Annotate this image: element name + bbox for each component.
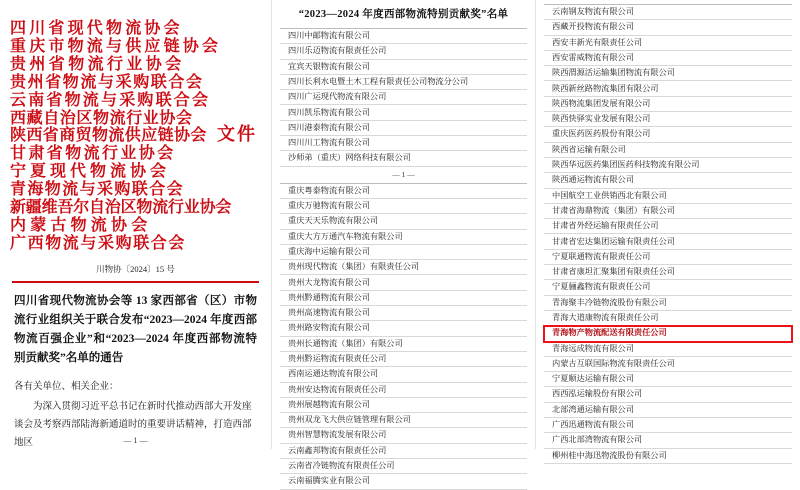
list-item: 重庆天天乐物流有限公司 — [280, 214, 527, 229]
list-item: 重庆万驰物流有限公司 — [280, 199, 527, 214]
company-list-bottom — [280, 183, 527, 490]
list-item: 贵州双龙飞大供应链管理有限公司 — [280, 413, 527, 428]
letterhead-line: 西藏自治区物流行业协会 — [10, 109, 193, 127]
list-item: 广西迅通物流有限公司 — [544, 418, 792, 433]
list-item: 甘肃省外经运输有限责任公司 — [544, 219, 792, 234]
list-item: 北部湾通运输有限公司 — [544, 403, 792, 418]
list-item: 甘肃省康坦汇聚集团有限责任公司 — [544, 265, 792, 280]
letterhead-line: 贵州省物流行业协会 — [10, 55, 185, 73]
list-item: 青海远成物流有限公司 — [544, 342, 792, 357]
list-item: 西安丰新光有限责任公司 — [544, 36, 792, 51]
list-item: 中国航空工业供销西北有限公司 — [544, 189, 792, 204]
list-item: 西安雷威物流有限公司 — [544, 51, 792, 66]
letterhead-line: 广西物流与采购联合会 — [10, 234, 187, 252]
list-item: 青海聚丰冷链物流股份有限公司 — [544, 296, 792, 311]
list-item: 四川凯乐物流有限公司 — [280, 105, 527, 120]
award-list-page-right-column — [536, 0, 800, 460]
award-list-page-left-column — [272, 0, 536, 486]
page-number: — 1 — — [123, 436, 148, 445]
list-item: 贵州路安物流有限公司 — [280, 321, 527, 336]
list-item: 宁夏骊鑫物流有限责任公司 — [544, 280, 792, 295]
list-item: 贵州高速物流有限公司 — [280, 306, 527, 321]
list-item: 甘肃省海鼎物流（集团）有限公司 — [544, 204, 792, 219]
list-title: “2023—2024 年度西部物流特别贡献奖”名单 — [298, 9, 509, 20]
letterhead-line: 青海物流与采购联合会 — [10, 181, 185, 199]
list-item: 四川乐迈物流有限责任公司 — [280, 44, 527, 59]
company-list-top — [280, 28, 527, 167]
list-item: 陕西物流集团发展有限公司 — [544, 97, 792, 112]
list-item: 重庆大方万通汽车物流有限公司 — [280, 230, 527, 245]
body-paragraph: 各有关单位、相关企业： — [14, 381, 119, 392]
document-number: 川物协〔2024〕15 号 — [96, 263, 175, 274]
list-item: 四川长利水电暨土木工程有限责任公司物流分公司 — [280, 75, 527, 90]
list-item: 陕西华远医药集团医药科技物流有限公司 — [544, 158, 792, 173]
letterhead-line: 云南省物流与采购联合会 — [10, 91, 211, 109]
list-item: 云南省冷链物流有限责任公司 — [280, 459, 527, 474]
list-item: 陕西快驿实业发展有限公司 — [544, 112, 792, 127]
letterhead-line: 新疆维吾尔自治区物流行业协会 — [10, 199, 232, 217]
list-item: 广西北部湾物流有限公司 — [544, 433, 792, 448]
list-item: 宁夏联通物流有限责任公司 — [544, 250, 792, 265]
list-item: 内蒙古互联国际物流有限责任公司 — [544, 357, 792, 372]
list-item: 四川中邮物流有限公司 — [280, 28, 527, 44]
list-item: 柳州桂中海迅物流股份有限公司 — [544, 449, 792, 464]
list-item: 西西泓运输股份有限公司 — [544, 387, 792, 402]
letterhead-line: 内蒙古物流协会 — [10, 216, 152, 234]
letterhead-line: 重庆市物流与供应链协会 — [10, 37, 222, 55]
letterhead-line: 陕西省商贸物流供应链协会 — [10, 127, 207, 145]
list-item: 重庆海中运输有限公司 — [280, 245, 527, 260]
document-type-word: 文件 — [217, 124, 257, 144]
list-item: 甘肃省宏达集团运输有限责任公司 — [544, 234, 792, 249]
list-item: 四川港泰物流有限公司 — [280, 121, 527, 136]
list-item: 陕西通运物流有限公司 — [544, 173, 792, 188]
list-item: 陕西省运输有限公司 — [544, 143, 792, 158]
list-item-highlighted: 青海物产物流配送有限责任公司 — [544, 326, 792, 341]
list-item: 四川川工物流有限公司 — [280, 136, 527, 151]
list-item: 陕西渭源活运输集团物流有限公司 — [544, 66, 792, 81]
letterhead-line: 贵州省物流与采购联合会 — [10, 73, 204, 91]
list-item: 贵州黔运物流有限责任公司 — [280, 352, 527, 367]
company-list-right — [544, 4, 792, 464]
notice-document-page — [0, 0, 272, 449]
letterhead-line: 四川省现代物流协会 — [10, 20, 183, 37]
list-item: 云南钢友物流有限公司 — [544, 4, 792, 20]
document-title: 四川省现代物流协会等 13 家西部省（区）市物流行业组织关于联合发布“2023—2024 年度西部物流百强企业”和“2023—2024 年度西部物流特别贡献奖”名单的通告 — [14, 294, 257, 364]
letterhead-line: 甘肃省物流行业协会 — [10, 145, 176, 163]
list-item: 贵州长通物流（集团）有限公司 — [280, 337, 527, 352]
list-item: 宁夏顺达运输有限公司 — [544, 372, 792, 387]
list-item: 云南福腾实业有限公司 — [280, 474, 527, 489]
list-item: 贵州智慧物流发展有限公司 — [280, 428, 527, 443]
list-item: 重庆医药医药股份有限公司 — [544, 127, 792, 142]
list-item: 贵州现代物流（集团）有限责任公司 — [280, 260, 527, 275]
list-item: 四川广运现代物流有限公司 — [280, 90, 527, 105]
list-item: 贵州展越物流有限公司 — [280, 398, 527, 413]
list-item: 重庆粤泰物流有限公司 — [280, 183, 527, 199]
list-item: 青海大道康物流有限责任公司 — [544, 311, 792, 326]
list-item: 贵州黔通物流有限公司 — [280, 291, 527, 306]
list-item: 贵州安达物流有限责任公司 — [280, 383, 527, 398]
list-item: 西南运通达物流有限公司 — [280, 367, 527, 382]
list-item: 沙师弟（重庆）网络科技有限公司 — [280, 151, 527, 166]
list-item: 西藏开投物流有限公司 — [544, 20, 792, 35]
body-paragraph: 为深入贯彻习近平总书记在新时代推动西部大开发座谈会及考察西部陆海新通道时的重要讲话精神，打造西部地区 — [14, 401, 252, 448]
list-item: 贵州大龙物流有限公司 — [280, 275, 527, 290]
list-item: 陕西新丝路物流集团有限公司 — [544, 81, 792, 96]
list-item: 云南鑫邦物流有限责任公司 — [280, 444, 527, 459]
list-page-number: — 1 — — [392, 169, 415, 179]
letterhead-line: 宁夏现代物流协会 — [10, 163, 171, 181]
red-divider-rule — [12, 281, 259, 283]
list-item: 宜宾天银物流有限公司 — [280, 60, 527, 75]
